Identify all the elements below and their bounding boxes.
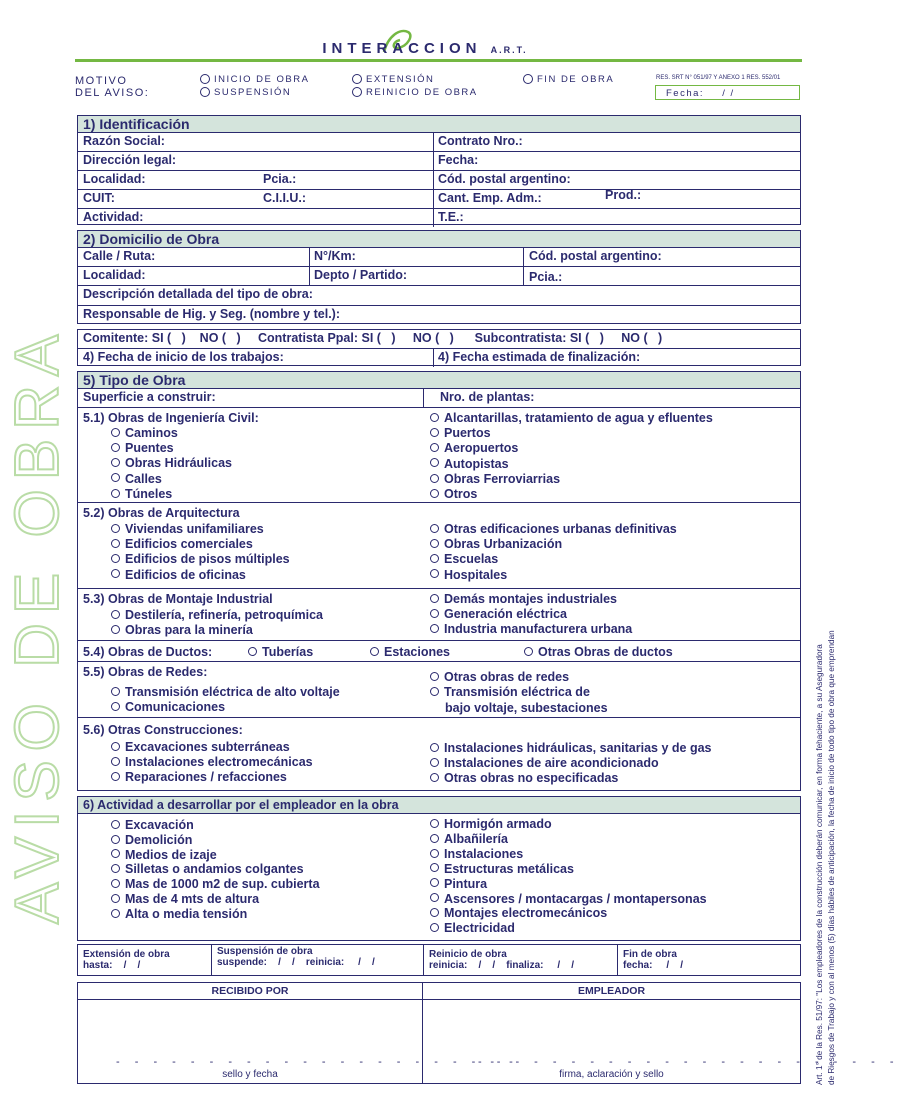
- option-actividad-left[interactable]: [111, 833, 192, 848]
- radio-icon[interactable]: [430, 474, 439, 483]
- radio-icon[interactable]: [430, 819, 439, 828]
- option-label: Obras Hidráulicas: [125, 456, 232, 471]
- option-label: INICIO DE OBRA: [214, 74, 310, 85]
- radio-icon[interactable]: [111, 820, 120, 829]
- option-label: Otras Obras de ductos: [538, 645, 673, 659]
- option-label: REINICIO DE OBRA: [366, 87, 478, 98]
- option-label: Montajes electromecánicos: [444, 906, 608, 921]
- option-label: Aeropuertos: [444, 441, 519, 456]
- option-5-2-right[interactable]: [430, 568, 507, 583]
- option-actividad-right[interactable]: [430, 892, 707, 907]
- radio-icon[interactable]: [430, 834, 439, 843]
- radio-icon[interactable]: [111, 489, 120, 498]
- option-label: Alcantarillas, tratamiento de agua y efluentes: [444, 411, 713, 425]
- radio-icon[interactable]: [111, 879, 120, 888]
- brand-suffix: A.R.T.: [490, 45, 528, 55]
- option-label: Otras obras no especificadas: [444, 771, 619, 786]
- direccion-field[interactable]: Dirección legal:: [83, 153, 177, 167]
- option-suspension[interactable]: [200, 87, 291, 98]
- option-5-6-right[interactable]: [430, 741, 711, 756]
- option-label: Túneles: [125, 486, 173, 501]
- option-5-1-right[interactable]: [430, 411, 713, 426]
- option-label: Calles: [125, 471, 162, 486]
- group-title-5-5: 5.5) Obras de Redes:: [83, 665, 208, 679]
- cp-obra-field[interactable]: Cód. postal argentino:: [529, 249, 662, 263]
- option-actividad-right[interactable]: [430, 862, 574, 877]
- option-5-6-left[interactable]: [111, 740, 290, 755]
- option-label: Mas de 4 mts de altura: [125, 892, 260, 906]
- option-5-1-right[interactable]: [430, 487, 477, 502]
- radio-icon[interactable]: [430, 554, 439, 563]
- option-5-2-left[interactable]: [111, 568, 246, 583]
- option-5-3-right[interactable]: [430, 592, 617, 607]
- group-title-5-6: 5.6) Otras Construcciones:: [83, 723, 243, 737]
- option-label: Generación eléctrica: [444, 607, 567, 622]
- option-label: Puentes: [125, 441, 174, 456]
- option-5-6-right[interactable]: [430, 756, 659, 771]
- razon-social-field[interactable]: Razón Social:: [83, 134, 165, 148]
- option-actividad-right[interactable]: [430, 906, 607, 921]
- radio-icon[interactable]: [200, 74, 210, 84]
- watermark-text: AVISO DE OBRA: [3, 325, 72, 924]
- option-label: Hormigón armado: [444, 817, 552, 831]
- option-actividad-left[interactable]: [111, 818, 194, 833]
- option-actividad-right[interactable]: [430, 832, 508, 847]
- option-inicio[interactable]: [200, 74, 309, 85]
- option-5-1-left[interactable]: [111, 426, 178, 441]
- option-label: Estructuras metálicas: [444, 861, 574, 876]
- option-label: Edificios comerciales: [125, 537, 253, 552]
- row-direccion: [78, 152, 800, 171]
- radio-icon[interactable]: [430, 672, 439, 681]
- radio-icon[interactable]: [430, 569, 439, 578]
- option-5-6-left[interactable]: [111, 755, 313, 770]
- radio-icon[interactable]: [352, 87, 362, 97]
- radio-icon[interactable]: [430, 609, 439, 618]
- radio-icon[interactable]: [352, 74, 362, 84]
- radio-icon[interactable]: [430, 878, 439, 887]
- radio-icon[interactable]: [430, 524, 439, 533]
- brand-name: INTERACCION: [322, 40, 482, 57]
- option-5-6-left[interactable]: [111, 770, 287, 785]
- te-field[interactable]: T.E.:: [438, 210, 464, 224]
- radio-icon[interactable]: [524, 647, 533, 656]
- option-actividad-left[interactable]: [111, 892, 259, 907]
- fecha-label: Fecha:: [666, 88, 705, 99]
- option-label: Obras Ferroviarrias: [444, 471, 561, 486]
- ext-block[interactable]: [83, 949, 170, 971]
- option-5-5-left[interactable]: [111, 700, 225, 715]
- fecha-fin-field[interactable]: 4) Fecha estimada de finalización:: [438, 350, 641, 364]
- option-5-4[interactable]: [524, 645, 673, 660]
- section-comitente: [77, 329, 801, 366]
- radio-icon[interactable]: [430, 758, 439, 767]
- radio-icon[interactable]: [111, 772, 120, 781]
- radio-icon[interactable]: [430, 539, 439, 548]
- option-label: Industria manufacturera urbana: [444, 622, 633, 637]
- fecha-s1-field[interactable]: Fecha:: [438, 153, 479, 167]
- option-extension[interactable]: [352, 74, 434, 85]
- option-actividad-right[interactable]: [430, 847, 523, 862]
- option-label: Edificios de oficinas: [125, 567, 246, 582]
- firma-label: firma, aclaración y sello: [559, 1069, 664, 1080]
- radio-icon[interactable]: [523, 74, 533, 84]
- susp-block[interactable]: [217, 946, 375, 968]
- radio-icon[interactable]: [111, 702, 120, 711]
- option-label: Instalaciones hidráulicas, sanitarias y de gas: [444, 741, 712, 755]
- option-label: Excavación: [125, 818, 194, 832]
- option-label: Obras para la minería: [125, 623, 253, 638]
- localidad-field[interactable]: Localidad:: [83, 172, 146, 186]
- row-responsable: [78, 306, 800, 325]
- option-label: Instalaciones electromecánicas: [125, 755, 313, 770]
- radio-icon[interactable]: [430, 624, 439, 633]
- susp-line: suspende: / / reinicia: / /: [217, 957, 375, 968]
- option-5-3-left[interactable]: [111, 608, 323, 623]
- radio-icon[interactable]: [111, 554, 120, 563]
- option-label: Instalaciones: [444, 846, 524, 861]
- sello-label: sello y fecha: [222, 1069, 278, 1080]
- radio-icon[interactable]: [111, 849, 120, 858]
- section-tipo-obra: [77, 371, 801, 791]
- radio-icon[interactable]: [430, 743, 439, 752]
- section-status-dates: [77, 944, 801, 976]
- side-legal-note: [804, 540, 850, 1085]
- group-title-5-3: 5.3) Obras de Montaje Industrial: [83, 592, 273, 606]
- option-label: Albañilería: [444, 831, 508, 846]
- radio-icon[interactable]: [430, 458, 439, 467]
- option-5-4[interactable]: [248, 645, 313, 660]
- resolution-text: RES. SRT N° 051/97 Y ANEXO 1 RES. 552/01: [656, 75, 781, 81]
- ext-line: hasta: / /: [83, 960, 141, 971]
- prod-field[interactable]: Prod.:: [605, 188, 642, 202]
- plantas-field[interactable]: Nro. de plantas:: [440, 390, 535, 404]
- radio-icon[interactable]: [111, 524, 120, 533]
- option-label: Obras Urbanización: [444, 537, 563, 552]
- radio-icon[interactable]: [430, 443, 439, 452]
- option-actividad-right[interactable]: [430, 817, 552, 832]
- option-label: Medios de izaje: [125, 847, 217, 862]
- depto-field[interactable]: Depto / Partido:: [314, 268, 408, 282]
- radio-icon[interactable]: [111, 428, 120, 437]
- brand-logo: [0, 40, 850, 57]
- cuit-field[interactable]: CUIT:: [83, 191, 115, 205]
- option-label: Escuelas: [444, 552, 499, 567]
- option-label: Demás montajes industriales: [444, 592, 617, 606]
- section-title: 2) Domicilio de Obra: [78, 231, 800, 248]
- radio-icon[interactable]: [111, 539, 120, 548]
- option-label: Mas de 1000 m2 de sup. cubierta: [125, 877, 320, 892]
- fecha-value: / /: [722, 88, 735, 99]
- motivo-label: [75, 75, 149, 99]
- responsable-field[interactable]: Responsable de Hig. y Seg. (nombre y tel.):: [83, 307, 340, 321]
- nkm-field[interactable]: N°/Km:: [314, 249, 356, 263]
- option-5-1-right[interactable]: [430, 457, 509, 472]
- actividad-field[interactable]: Actividad:: [83, 210, 144, 224]
- section-domicilio: [77, 230, 801, 324]
- watermark: [3, 218, 72, 924]
- row-comitente: [78, 330, 800, 349]
- radio-icon[interactable]: [430, 893, 439, 902]
- row-descripcion: [78, 286, 800, 306]
- empleador-header: EMPLEADOR: [577, 985, 646, 997]
- option-label: SUSPENSIÓN: [214, 87, 292, 98]
- option-5-1-right[interactable]: [430, 426, 491, 441]
- radio-icon[interactable]: [111, 610, 120, 619]
- option-label: Excavaciones subterráneas: [125, 740, 290, 754]
- option-label: Reparaciones / refacciones: [125, 770, 287, 785]
- header-divider: [75, 59, 802, 62]
- ciiu-field[interactable]: C.I.I.U.:: [263, 191, 307, 205]
- option-5-2-right[interactable]: [430, 522, 677, 537]
- option-actividad-left[interactable]: [111, 862, 304, 877]
- susp-title: Suspensión de obra: [217, 946, 313, 957]
- fecha-field[interactable]: [655, 85, 800, 100]
- fin-title: Fin de obra: [623, 949, 677, 960]
- fecha-inicio-field[interactable]: 4) Fecha de inicio de los trabajos:: [83, 350, 284, 364]
- option-label: Tuberías: [262, 645, 314, 659]
- option-label: Alta o media tensión: [125, 906, 248, 921]
- radio-icon[interactable]: [430, 687, 439, 696]
- option-label: Comunicaciones: [125, 700, 226, 714]
- option-5-2-left[interactable]: [111, 537, 253, 552]
- option-5-2-right[interactable]: [430, 552, 498, 567]
- side-note-line2: de Riesgos de Trabajo y con al menos (5) días hábiles de anticipación, la fecha de inicio de todo tipo de obra que emprendan: [827, 630, 836, 1085]
- radio-icon[interactable]: [111, 894, 120, 903]
- pcia-field[interactable]: Pcia.:: [263, 172, 297, 186]
- row-razon: [78, 133, 800, 152]
- option-5-5-left[interactable]: [111, 685, 340, 700]
- option-label: Pintura: [444, 876, 488, 891]
- option-label: Ascensores / montacargas / montapersonas: [444, 891, 707, 906]
- option-label: Viviendas unifamiliares: [125, 522, 264, 536]
- rein-block[interactable]: [429, 949, 574, 971]
- radio-icon[interactable]: [430, 773, 439, 782]
- option-label: Transmisión eléctrica de alto voltaje: [125, 685, 340, 699]
- row-localidad-obra: [78, 267, 800, 286]
- option-5-5-right[interactable]: [430, 685, 590, 700]
- option-label: Destilería, refinería, petroquímica: [125, 608, 323, 622]
- radio-icon[interactable]: [248, 647, 257, 656]
- option-label: Transmisión eléctrica de: [444, 685, 590, 699]
- radio-icon[interactable]: [111, 443, 120, 452]
- radio-icon[interactable]: [111, 569, 120, 578]
- cant-emp-field[interactable]: Cant. Emp. Adm.:: [438, 191, 542, 205]
- radio-icon[interactable]: [111, 625, 120, 634]
- radio-icon[interactable]: [111, 864, 120, 873]
- contrato-field[interactable]: Contrato Nro.:: [438, 134, 523, 148]
- pcia-obra-field[interactable]: Pcia.:: [529, 270, 563, 284]
- option-label: Instalaciones de aire acondicionado: [444, 756, 659, 771]
- signature-line-left[interactable]: - - - - - - - - - - - - - - - - - - - - - -: [116, 1056, 519, 1068]
- option-label: Autopistas: [444, 456, 509, 471]
- option-label: EXTENSIÓN: [366, 74, 435, 85]
- radio-icon[interactable]: [430, 908, 439, 917]
- radio-icon[interactable]: [111, 458, 120, 467]
- option-label: Demolición: [125, 832, 193, 847]
- option-label: FIN DE OBRA: [537, 74, 615, 85]
- motivo-line1: MOTIVO: [75, 75, 128, 87]
- signature-line-right[interactable]: - - - - - - - - - - - - - - - - - - - - - - -: [478, 1056, 900, 1068]
- option-5-5-right[interactable]: [430, 670, 569, 685]
- radio-icon[interactable]: [200, 87, 210, 97]
- ext-title: Extensión de obra: [83, 949, 170, 960]
- radio-icon[interactable]: [111, 473, 120, 482]
- section-signatures: [77, 982, 900, 1084]
- section-actividad: [77, 796, 801, 941]
- option-5-3-right[interactable]: [430, 622, 632, 637]
- localidad-obra-field[interactable]: Localidad:: [83, 268, 146, 282]
- option-5-1-right[interactable]: [430, 472, 560, 487]
- rein-line: reinicia: / / finaliza: / /: [429, 960, 575, 971]
- option-actividad-left[interactable]: [111, 848, 217, 863]
- option-5-3-left[interactable]: [111, 623, 253, 638]
- radio-icon[interactable]: [430, 863, 439, 872]
- radio-icon[interactable]: [430, 923, 439, 932]
- cp-field[interactable]: Cód. postal argentino:: [438, 172, 571, 186]
- option-label: Caminos: [125, 426, 178, 440]
- option-actividad-left[interactable]: [111, 907, 247, 922]
- fin-block[interactable]: [623, 949, 683, 971]
- radio-icon[interactable]: [111, 742, 120, 751]
- option-actividad-right[interactable]: [430, 921, 515, 936]
- side-note-line1: Art. 1° de la Res. 51/97: "Los empleadores de la construcción deberán comunicar, en forma fehaciente, a su Aseguradora: [815, 644, 824, 1085]
- section-title: 1) Identificación: [78, 116, 800, 133]
- radio-icon[interactable]: [111, 835, 120, 844]
- row-calle: [78, 248, 800, 267]
- descripcion-field[interactable]: Descripción detallada del tipo de obra:: [83, 287, 313, 301]
- fin-line: fecha: / /: [623, 960, 684, 971]
- option-5-1-left[interactable]: [111, 487, 172, 502]
- row-superficie: [78, 389, 800, 408]
- section-title: 5) Tipo de Obra: [78, 372, 800, 389]
- rein-title: Reinicio de obra: [429, 949, 507, 960]
- row-actividad: [78, 209, 800, 227]
- section-identificacion: [77, 115, 801, 225]
- group-title-5-2: 5.2) Obras de Arquitectura: [83, 506, 240, 520]
- option-fin[interactable]: [523, 74, 614, 85]
- comitente-options[interactable]: Comitente: SI ( ) NO ( ) Contratista Ppal: SI ( ) NO ( ) Subcontratista: SI ( ) NO ( ): [83, 331, 663, 345]
- group-title-5-1: 5.1) Obras de Ingeniería Civil:: [83, 411, 259, 425]
- radio-icon[interactable]: [430, 489, 439, 498]
- option-label: Otras edificaciones urbanas definitivas: [444, 522, 677, 536]
- option-label: Otros: [444, 487, 478, 501]
- option-label: Puertos: [444, 426, 491, 441]
- radio-icon[interactable]: [430, 849, 439, 858]
- radio-icon[interactable]: [430, 428, 439, 437]
- option-5-4[interactable]: [370, 645, 450, 660]
- option-5-3-right[interactable]: [430, 607, 567, 622]
- radio-icon[interactable]: [430, 594, 439, 603]
- radio-icon[interactable]: [111, 687, 120, 696]
- option-label: Silletas o andamios colgantes: [125, 862, 304, 877]
- row-cuit: [78, 190, 800, 209]
- option-actividad-left[interactable]: [111, 877, 320, 892]
- option-label: Otras obras de redes: [444, 670, 570, 684]
- option-actividad-right[interactable]: [430, 877, 487, 892]
- option-5-1-right[interactable]: [430, 441, 518, 456]
- option-label: Electricidad: [444, 921, 515, 936]
- option-5-5-right-cont: bajo voltaje, subestaciones: [445, 701, 608, 715]
- group-title-5-4: 5.4) Obras de Ductos:: [83, 645, 213, 659]
- row-fechas: [78, 349, 800, 367]
- option-5-6-right[interactable]: [430, 771, 618, 786]
- radio-icon[interactable]: [111, 909, 120, 918]
- calle-field[interactable]: Calle / Ruta:: [83, 249, 156, 263]
- option-5-2-right[interactable]: [430, 537, 562, 552]
- superficie-field[interactable]: Superficie a construir:: [83, 390, 216, 404]
- option-label: Estaciones: [384, 645, 451, 659]
- option-5-2-left[interactable]: [111, 522, 264, 537]
- option-reinicio[interactable]: [352, 87, 478, 98]
- option-5-1-left[interactable]: [111, 441, 174, 456]
- option-5-1-left[interactable]: [111, 456, 232, 471]
- row-localidad: [78, 171, 800, 190]
- radio-icon[interactable]: [430, 413, 439, 422]
- option-5-1-left[interactable]: [111, 472, 162, 487]
- radio-icon[interactable]: [111, 757, 120, 766]
- option-5-2-left[interactable]: [111, 552, 290, 567]
- recibido-header: RECIBIDO POR: [211, 985, 289, 997]
- radio-icon[interactable]: [370, 647, 379, 656]
- option-label: Edificios de pisos múltiples: [125, 552, 290, 567]
- option-label: Hospitales: [444, 567, 508, 582]
- section-title: 6) Actividad a desarrollar por el empleador en la obra: [78, 797, 800, 814]
- motivo-line2: DEL AVISO:: [75, 87, 150, 99]
